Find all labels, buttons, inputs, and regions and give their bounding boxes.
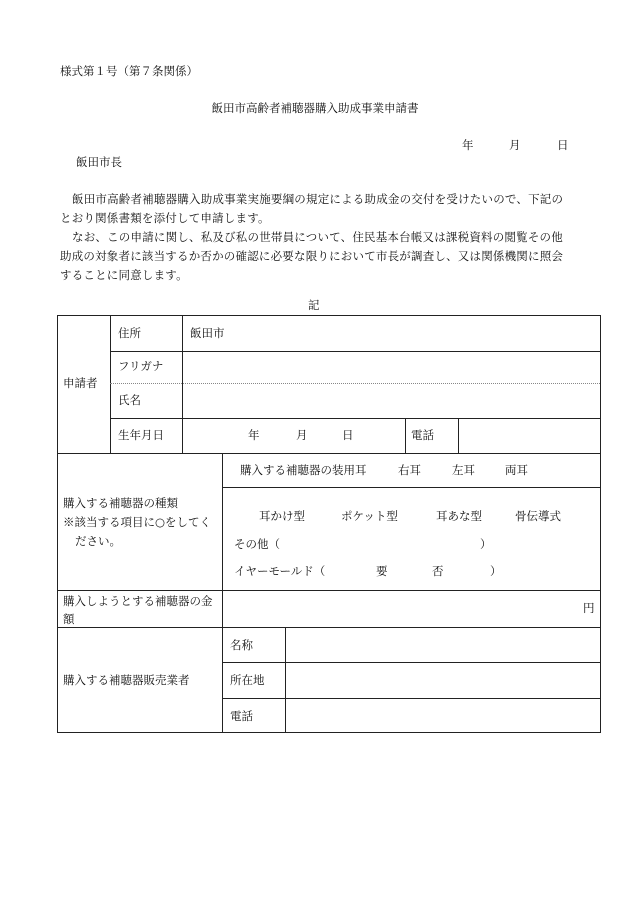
device-type-label: 購入する補聴器の種類 (63, 496, 178, 510)
address-label: 住所 (118, 326, 141, 340)
device-type-note: ※該当する項目に○をしてく (63, 515, 212, 529)
date-month-label: 月 (509, 138, 521, 152)
type-pocket[interactable]: ポケット型 (341, 509, 398, 523)
birth-date-label: 生年月日 (118, 428, 164, 442)
form-number: 様式第１号（第７条関係） (60, 64, 198, 78)
seller-name-label: 名称 (230, 638, 253, 652)
ear-option-right[interactable]: 右耳 (398, 463, 421, 477)
body-line: なお、この申請に関し、私及び私の世帯員について、住民基本台帳又は課税資料の閲覧その他 (72, 230, 563, 244)
phone-label: 電話 (411, 428, 434, 442)
ear-option-both[interactable]: 両耳 (505, 463, 528, 477)
birth-day-label: 日 (342, 428, 354, 442)
seller-location-label: 所在地 (230, 673, 265, 687)
body-line: とおり関係書類を添付して申請します。 (60, 211, 270, 225)
amount-label: 購入しようとする補聴器の金 (63, 594, 213, 608)
furigana-label: フリガナ (118, 359, 164, 373)
ki-label: 記 (308, 298, 320, 312)
date-day-label: 日 (557, 138, 569, 152)
ear-option-left[interactable]: 左耳 (452, 463, 475, 477)
page-title: 飯田市高齢者補聴器購入助成事業申請書 (211, 101, 419, 115)
device-type-note-2: ださい。 (75, 534, 121, 548)
birth-month-label: 月 (296, 428, 308, 442)
other-close: ） (480, 537, 492, 551)
name-label: 氏名 (118, 393, 141, 407)
seller-phone-label: 電話 (230, 709, 253, 723)
seller-section-label: 購入する補聴器販売業者 (63, 673, 190, 687)
body-line: 飯田市高齢者補聴器購入助成事業実施要綱の規定による助成金の交付を受けたいので、下記の (72, 192, 564, 206)
earmold-no[interactable]: 否 (432, 564, 444, 578)
earmold-label: イヤーモールド（ (234, 564, 326, 578)
address-value[interactable]: 飯田市 (190, 326, 225, 340)
body-text (60, 190, 585, 285)
body-line: することに同意します。 (60, 268, 188, 282)
body-line: 助成の対象者に該当するか否かの確認に必要な限りにおいて市長が調査し、又は関係機関に照会 (60, 249, 564, 263)
other-label[interactable]: その他（ (234, 537, 280, 551)
earmold-close: ） (490, 564, 502, 578)
type-behind-ear[interactable]: 耳かけ型 (259, 509, 305, 523)
type-bone-conduction[interactable]: 骨伝導式 (515, 509, 561, 523)
amount-unit: 円 (583, 601, 595, 615)
type-in-ear[interactable]: 耳あな型 (436, 509, 482, 523)
birth-year-label: 年 (248, 428, 260, 442)
date-year-label: 年 (462, 138, 474, 152)
addressee: 飯田市長 (76, 155, 122, 169)
earmold-yes[interactable]: 要 (376, 564, 388, 578)
ear-label: 購入する補聴器の装用耳 (240, 463, 367, 477)
amount-label-2: 額 (63, 612, 75, 626)
applicant-section-label: 申請者 (63, 376, 98, 390)
